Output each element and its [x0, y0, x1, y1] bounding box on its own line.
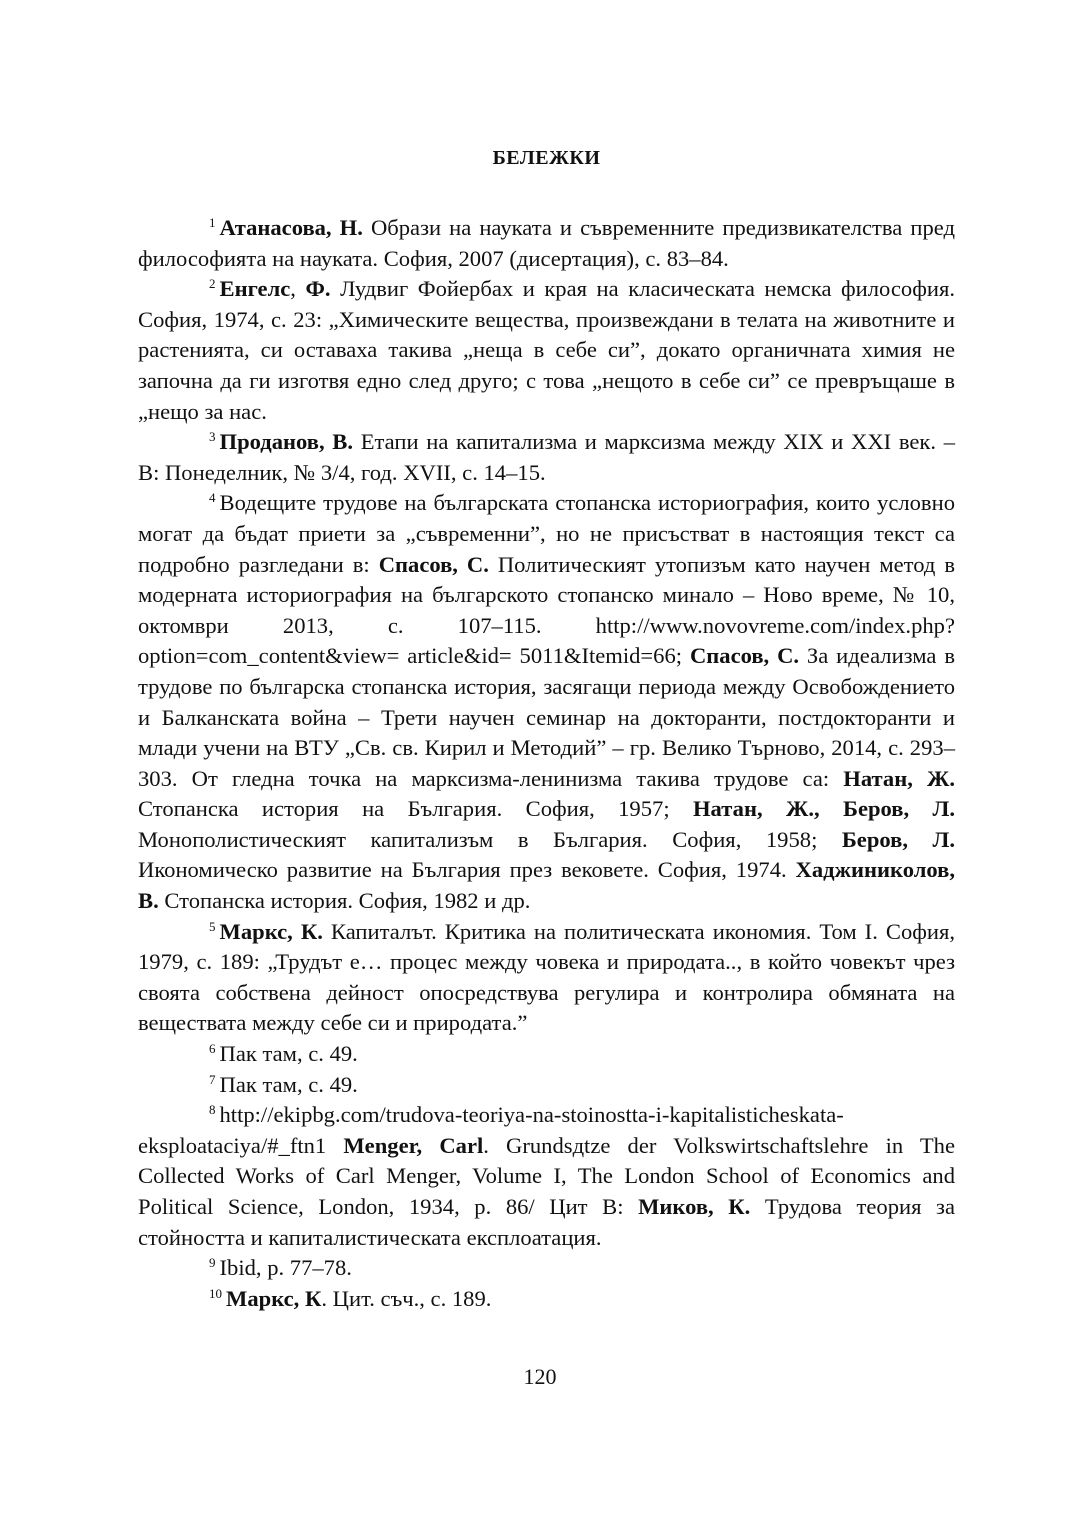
footnote-text: http://ekipbg.com/trudova-teoriya-na-stoinostta-i-kapitalisticheskata-eksploataciya/#_ftn1 — [138, 1102, 844, 1158]
footnote — [138, 488, 955, 916]
footnote — [138, 1284, 955, 1315]
footnote — [138, 213, 955, 274]
footnote-number: 3 — [209, 429, 216, 445]
footnote — [138, 1070, 955, 1101]
footnote-text: Стопанска история. София, 1982 и др. — [158, 888, 531, 914]
author-name: Маркс, К — [226, 1285, 322, 1311]
footnote — [138, 274, 955, 427]
page-heading: БЕЛЕЖКИ — [492, 147, 601, 169]
footnote-text: Политическият утопизъм като научен метод в модерната историография на българското стопанско минало – Ново време, № 10, октомври 2013, с. 107–115. http://www.novovreme.com/index.php?option=com_content&view= article&id= 5011&Itemid=66; — [138, 551, 956, 669]
notes-list — [138, 213, 955, 1314]
author-name: Миков, К. — [638, 1194, 751, 1219]
footnote-number: 7 — [209, 1071, 216, 1087]
footnote-number: 9 — [209, 1255, 216, 1271]
author-name: Ф. — [305, 276, 331, 302]
footnote-number: 10 — [209, 1285, 222, 1301]
footnote — [138, 1039, 955, 1070]
footnote-text: Стопанска история на България. София, 1957; — [138, 796, 693, 822]
author-name: Натан, Ж., Беров, Л. — [692, 796, 955, 822]
footnote-number: 6 — [209, 1041, 216, 1057]
footnote-text: Монополистическият капитализъм в България. София, 1958; — [138, 826, 842, 852]
footnote-text: Водещите трудове на българската стопанска историография, които условно могат да бъдат приети за „съвременни”, но не присъстват в настоящия текст са подробно разгледани в: — [138, 490, 955, 577]
footnote-text: Лудвиг Фойербах и края на класическата немска философия. София, 1974, с. 23: „Химическите вещества, произвеждани в телата на животните и растенията, си оставаха такива „неща в себе си”, докато органичната химия не започна да ги изготвя едно след друго; с това „нещото в себе си” се превръщаше в „нещо за нас. — [138, 276, 955, 424]
author-name: Спасов, С. — [689, 643, 800, 669]
page-number: 120 — [523, 1364, 557, 1389]
author-name: Беров, Л. — [841, 826, 955, 852]
author-name: Спасов, С. — [378, 551, 489, 577]
footnote-number: 2 — [209, 276, 216, 292]
author-name: Маркс, К. — [219, 918, 323, 944]
footnote-text: Пак там, с. 49. — [219, 1071, 358, 1097]
author-name: Енгелс — [219, 276, 291, 302]
author-name: Menger, Carl — [343, 1132, 484, 1158]
footnote — [138, 1100, 955, 1253]
author-name: Проданов, В. — [219, 429, 354, 455]
footnote-number: 4 — [209, 490, 216, 506]
footnote-text: Етапи на капитализма и марксизма между XIX и XXI век. – В: Понеделник, № 3/4, год. XVII, с. 14–15. — [138, 429, 956, 485]
footnote-text: . Цит. съч., с. 189. — [321, 1285, 492, 1311]
footnote-text: Пак там, с. 49. — [219, 1041, 358, 1067]
footnote-number: 1 — [209, 215, 216, 230]
footnote-text: За идеализма в трудове по българска стопанска история, засягащи периода между Освобождението и Балканската война – Трети научен семинар на докторанти, постдокторанти и млади учени на ВТУ „Св. св. Кирил и Методий” – гр. Велико Търново, 2014, с. 293–303. От гледна точка на марксизма-ленинизма такива трудове са: — [138, 643, 955, 791]
footnote-text: Икономическо развитие на България през вековете. София, 1974. — [138, 857, 796, 883]
footnote-text: Трудова теория за стойността и капиталистическата експлоатация. — [138, 1194, 956, 1250]
footnote-number: 5 — [209, 918, 216, 934]
footnote-text: Ibid, p. 77–78. — [219, 1255, 352, 1281]
footnote-number: 8 — [209, 1102, 216, 1118]
author-name: Хаджиниколов, В. — [138, 857, 955, 914]
footnote-text: . Grundsдtze der Volkswirtschaftslehre in The Collected Works of Carl Menger, Volume I, The London School of Economics and Political Science, London, 1934, p. 86/ Цит В: — [138, 1132, 955, 1219]
notes-page — [138, 143, 955, 1314]
author-name: Натан, Ж. — [843, 765, 955, 791]
footnote — [138, 917, 955, 1039]
footnote — [138, 427, 955, 488]
author-name: Атанасова, Н. — [219, 215, 363, 240]
footnote-text: , — [290, 276, 306, 302]
footnote — [138, 1253, 955, 1284]
footnote-text: Образи на науката и съвременните предизвикателства пред философията на науката. София, 2007 (дисертация), с. 83–84. — [138, 215, 955, 271]
footnote-text: Капиталът. Критика на политическата икономия. Том I. София, 1979, с. 189: „Трудът е… процес между човека и природата.., в който човекът чрез своята собствена дейност опосредствува регулира и контролира обмяната на веществата между себе си и природата.” — [138, 918, 956, 1036]
